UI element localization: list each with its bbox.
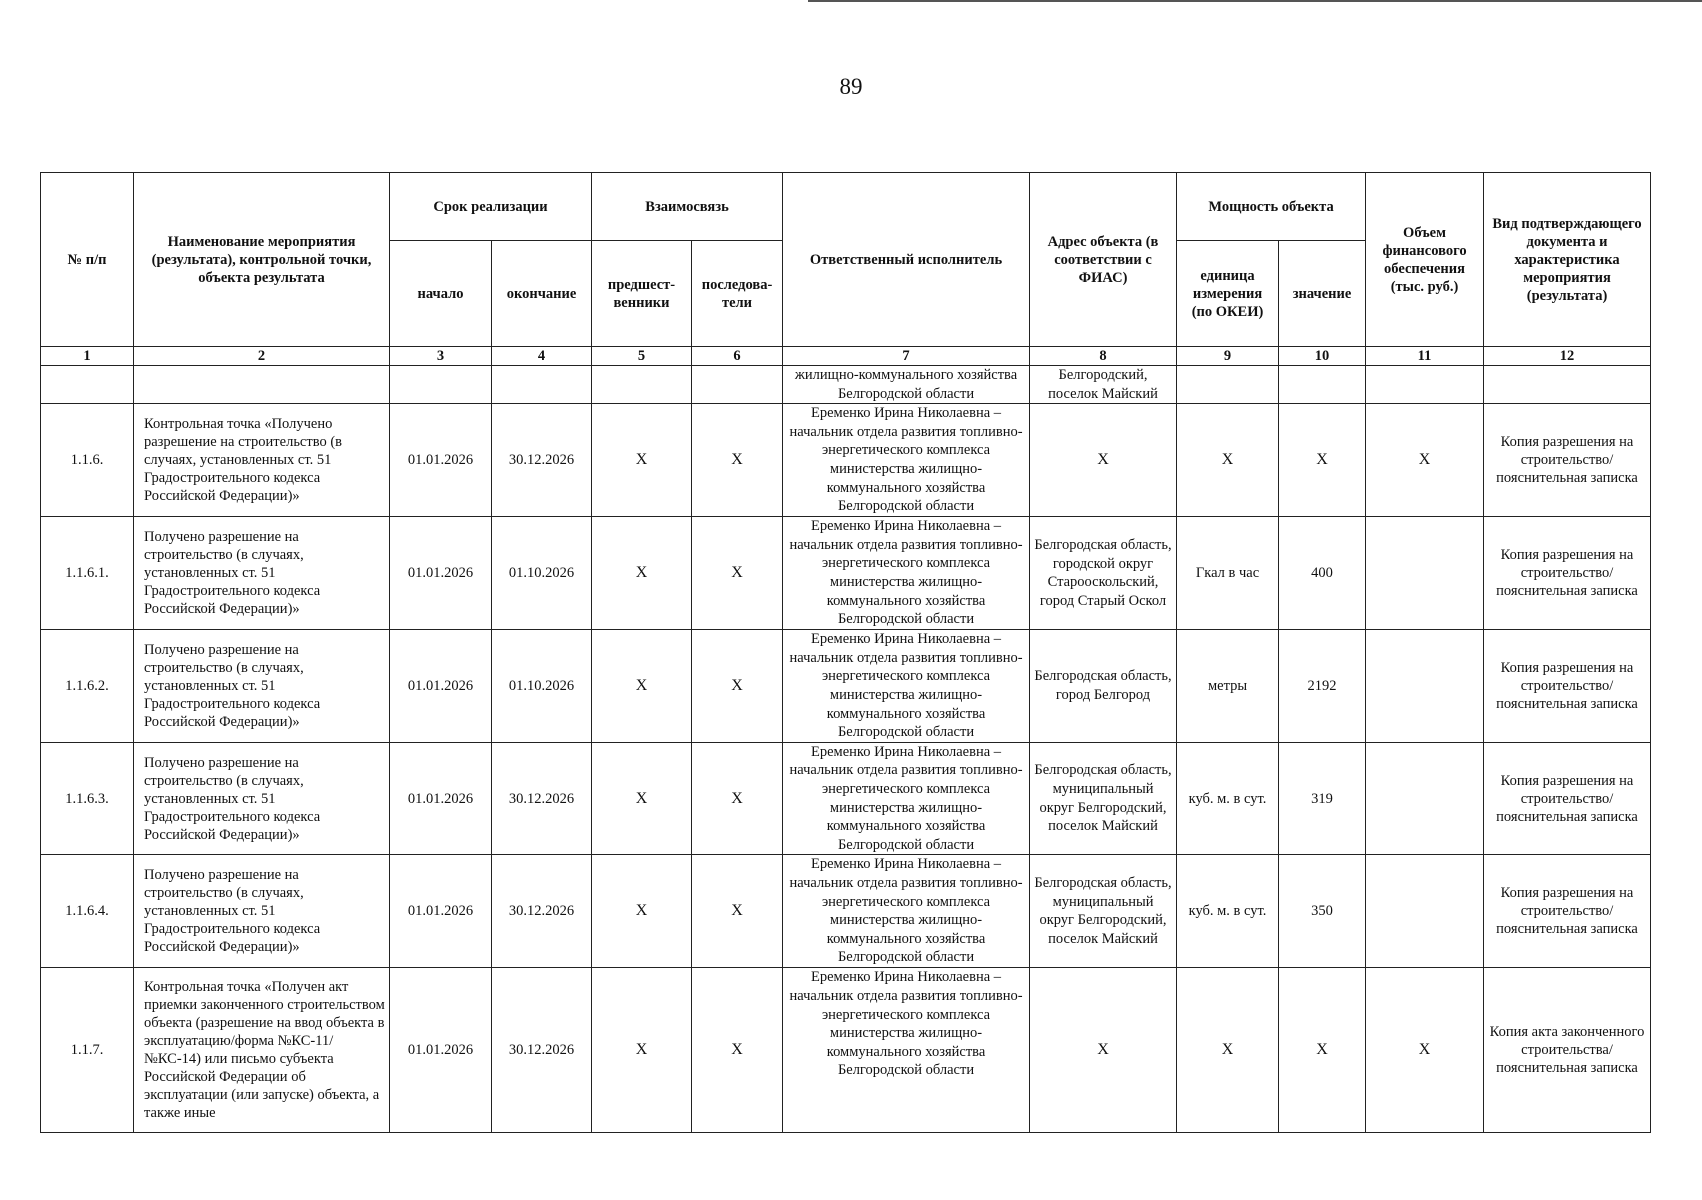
row-responsible: Еременко Ирина Николаевна – начальник отдела развития топливно-энергетического комплекса министерства жилищно-коммунального хозяйства Белгородской области [783, 968, 1030, 1133]
row-end-date: 30.12.2026 [492, 404, 592, 517]
column-number: 5 [592, 347, 692, 366]
row-capacity-value: 319 [1279, 742, 1366, 855]
row-num: 1.1.6.2. [41, 630, 134, 743]
table-row [41, 968, 1651, 1133]
row-responsible: Еременко Ирина Николаевна – начальник отдела развития топливно-энергетического комплекса министерства жилищно-коммунального хозяйства Белгородской области [783, 630, 1030, 743]
row-address: X [1030, 968, 1177, 1133]
row-capacity-unit: куб. м. в сут. [1177, 855, 1279, 968]
header-link: Взаимосвязь [592, 173, 783, 241]
header-term-end: окончание [492, 241, 592, 347]
row-address: X [1030, 404, 1177, 517]
row-end-date: 30.12.2026 [492, 855, 592, 968]
header-term-start: начало [390, 241, 492, 347]
row-capacity-value: X [1279, 404, 1366, 517]
row-capacity-value: X [1279, 968, 1366, 1133]
empty-cell [1177, 366, 1279, 404]
empty-cell [492, 366, 592, 404]
empty-cell [390, 366, 492, 404]
column-number: 2 [134, 347, 390, 366]
continuation-responsible: жилищно-коммунального хозяйства Белгородской области [783, 366, 1030, 404]
row-document: Копия акта законченного строительства/ пояснительная записка [1484, 968, 1651, 1133]
row-num: 1.1.6. [41, 404, 134, 517]
row-num: 1.1.6.3. [41, 742, 134, 855]
scan-top-edge-line [808, 0, 1702, 2]
row-document: Копия разрешения на строительство/ пояснительная записка [1484, 517, 1651, 630]
row-finance [1366, 630, 1484, 743]
continuation-address: Белгородский, поселок Майский [1030, 366, 1177, 404]
row-finance: X [1366, 968, 1484, 1133]
empty-cell [134, 366, 390, 404]
table-row [41, 855, 1651, 968]
header-name: Наименование мероприятия (результата), контрольной точки, объекта результата [134, 173, 390, 347]
row-finance: X [1366, 404, 1484, 517]
empty-cell [692, 366, 783, 404]
row-finance [1366, 742, 1484, 855]
row-successors: X [692, 855, 783, 968]
row-document: Копия разрешения на строительство/ пояснительная записка [1484, 404, 1651, 517]
table-row [41, 630, 1651, 743]
row-predecessors: X [592, 404, 692, 517]
header-capacity-value: значение [1279, 241, 1366, 347]
empty-cell [1279, 366, 1366, 404]
row-name: Контрольная точка «Получено разрешение на строительство (в случаях, установленных ст. 51 Градостроительного кодекса Российской Федерации)» [134, 404, 390, 517]
header-link-prev: предшест-венники [592, 241, 692, 347]
row-start-date: 01.01.2026 [390, 630, 492, 743]
header-capacity: Мощность объекта [1177, 173, 1366, 241]
row-name: Контрольная точка «Получен акт приемки законченного строительством объекта (разрешение на ввод объекта в эксплуатацию/форма №КС-11/ №КС-14) или письмо субъекта Российской Федерации об эксплуатации (или запуске) объекта, а также иные [134, 968, 390, 1133]
column-number-row [41, 347, 1651, 366]
column-number: 9 [1177, 347, 1279, 366]
row-capacity-value: 2192 [1279, 630, 1366, 743]
row-start-date: 01.01.2026 [390, 404, 492, 517]
row-name: Получено разрешение на строительство (в случаях, установленных ст. 51 Градостроительного кодекса Российской Федерации)» [134, 855, 390, 968]
row-num: 1.1.7. [41, 968, 134, 1133]
row-name: Получено разрешение на строительство (в случаях, установленных ст. 51 Градостроительного кодекса Российской Федерации)» [134, 630, 390, 743]
row-start-date: 01.01.2026 [390, 855, 492, 968]
row-responsible: Еременко Ирина Николаевна – начальник отдела развития топливно-энергетического комплекса министерства жилищно-коммунального хозяйства Белгородской области [783, 855, 1030, 968]
row-successors: X [692, 742, 783, 855]
column-number: 4 [492, 347, 592, 366]
row-successors: X [692, 630, 783, 743]
row-capacity-unit: X [1177, 968, 1279, 1133]
row-name: Получено разрешение на строительство (в случаях, установленных ст. 51 Градостроительного кодекса Российской Федерации)» [134, 742, 390, 855]
table-row [41, 404, 1651, 517]
row-address: Белгородская область, городской округ Старооскольский, город Старый Оскол [1030, 517, 1177, 630]
empty-cell [592, 366, 692, 404]
row-capacity-unit: Гкал в час [1177, 517, 1279, 630]
row-finance [1366, 517, 1484, 630]
row-end-date: 30.12.2026 [492, 742, 592, 855]
row-end-date: 01.10.2026 [492, 630, 592, 743]
column-number: 8 [1030, 347, 1177, 366]
header-finance: Объем финансового обеспечения (тыс. руб.) [1366, 173, 1484, 347]
row-predecessors: X [592, 517, 692, 630]
row-capacity-unit: метры [1177, 630, 1279, 743]
row-predecessors: X [592, 742, 692, 855]
column-number: 1 [41, 347, 134, 366]
empty-cell [1484, 366, 1651, 404]
header-num: № п/п [41, 173, 134, 347]
row-successors: X [692, 968, 783, 1133]
row-start-date: 01.01.2026 [390, 742, 492, 855]
row-name: Получено разрешение на строительство (в случаях, установленных ст. 51 Градостроительного кодекса Российской Федерации)» [134, 517, 390, 630]
column-number: 6 [692, 347, 783, 366]
row-start-date: 01.01.2026 [390, 968, 492, 1133]
row-predecessors: X [592, 968, 692, 1133]
row-end-date: 01.10.2026 [492, 517, 592, 630]
row-successors: X [692, 517, 783, 630]
activities-table [40, 172, 1651, 1133]
row-document: Копия разрешения на строительство/ пояснительная записка [1484, 742, 1651, 855]
row-capacity-unit: X [1177, 404, 1279, 517]
row-responsible: Еременко Ирина Николаевна – начальник отдела развития топливно-энергетического комплекса министерства жилищно-коммунального хозяйства Белгородской области [783, 404, 1030, 517]
header-term: Срок реализации [390, 173, 592, 241]
row-address: Белгородская область, муниципальный округ Белгородский, поселок Майский [1030, 742, 1177, 855]
header-document: Вид подтверждающего документа и характеристика мероприятия (результата) [1484, 173, 1651, 347]
row-responsible: Еременко Ирина Николаевна – начальник отдела развития топливно-энергетического комплекса министерства жилищно-коммунального хозяйства Белгородской области [783, 517, 1030, 630]
page-number: 89 [839, 74, 863, 99]
row-address: Белгородская область, муниципальный округ Белгородский, поселок Майский [1030, 855, 1177, 968]
row-num: 1.1.6.4. [41, 855, 134, 968]
continuation-row [41, 366, 1651, 404]
header-address: Адрес объекта (в соответствии с ФИАС) [1030, 173, 1177, 347]
row-predecessors: X [592, 630, 692, 743]
row-responsible: Еременко Ирина Николаевна – начальник отдела развития топливно-энергетического комплекса министерства жилищно-коммунального хозяйства Белгородской области [783, 742, 1030, 855]
row-capacity-value: 400 [1279, 517, 1366, 630]
row-document: Копия разрешения на строительство/ пояснительная записка [1484, 630, 1651, 743]
column-number: 12 [1484, 347, 1651, 366]
header-responsible: Ответственный исполнитель [783, 173, 1030, 347]
row-capacity-unit: куб. м. в сут. [1177, 742, 1279, 855]
header-link-next: последова-тели [692, 241, 783, 347]
header-capacity-unit: единица измерения (по ОКЕИ) [1177, 241, 1279, 347]
row-document: Копия разрешения на строительство/ пояснительная записка [1484, 855, 1651, 968]
row-num: 1.1.6.1. [41, 517, 134, 630]
empty-cell [1366, 366, 1484, 404]
row-start-date: 01.01.2026 [390, 517, 492, 630]
row-capacity-value: 350 [1279, 855, 1366, 968]
column-number: 7 [783, 347, 1030, 366]
empty-cell [41, 366, 134, 404]
row-end-date: 30.12.2026 [492, 968, 592, 1133]
row-address: Белгородская область, город Белгород [1030, 630, 1177, 743]
row-successors: X [692, 404, 783, 517]
column-number: 11 [1366, 347, 1484, 366]
column-number: 10 [1279, 347, 1366, 366]
table-row [41, 742, 1651, 855]
row-finance [1366, 855, 1484, 968]
table-row [41, 517, 1651, 630]
column-number: 3 [390, 347, 492, 366]
row-predecessors: X [592, 855, 692, 968]
